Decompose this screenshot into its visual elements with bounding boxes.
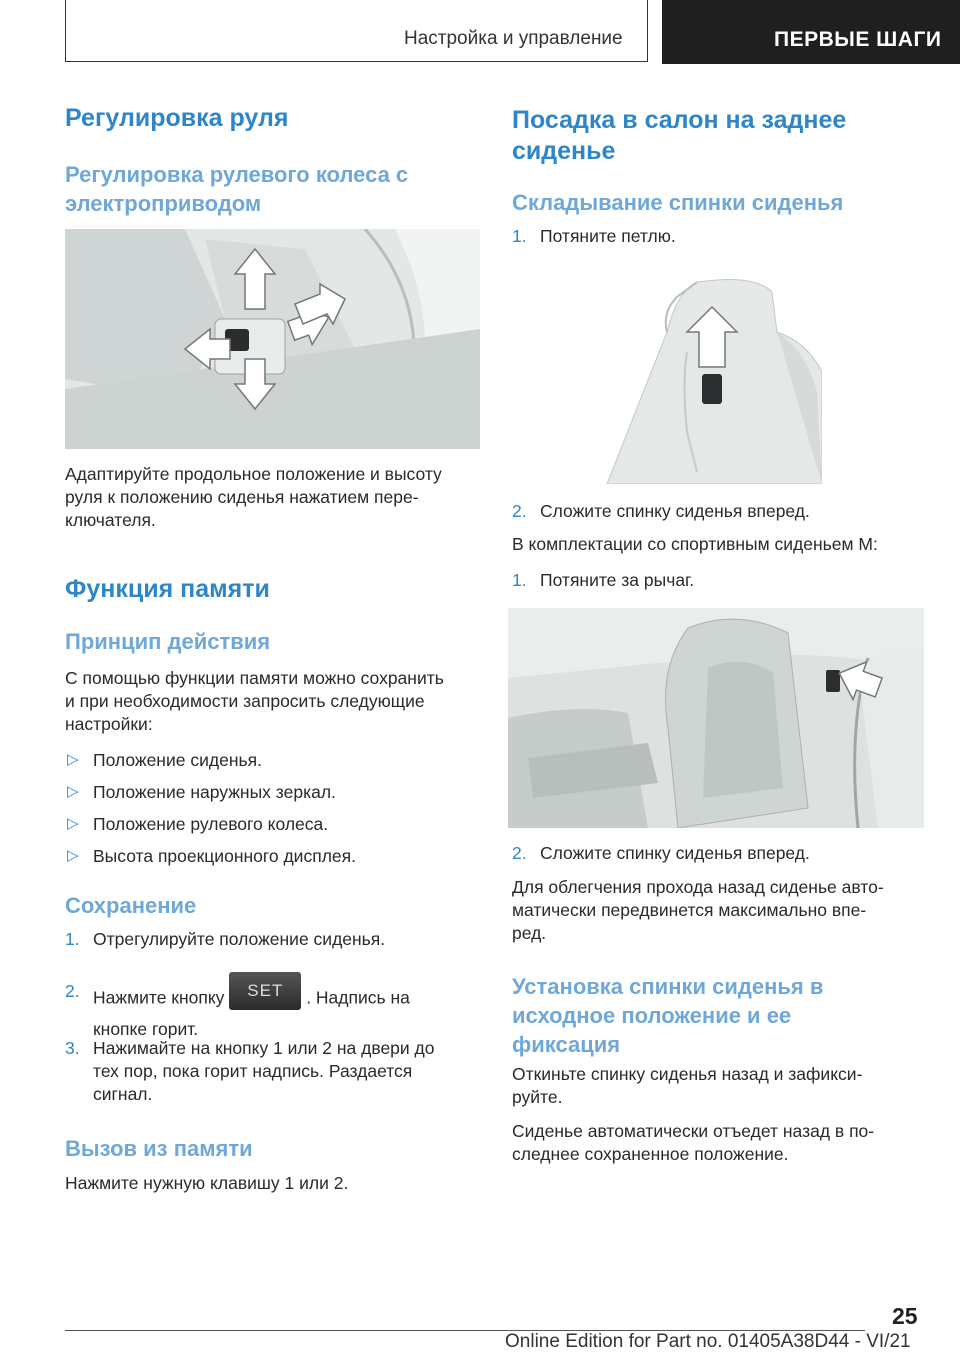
restore-paragraph-1: Откиньте спинку сиденья назад и зафикси- руйте. — [512, 1064, 863, 1107]
heading-steering: Регулировка руля — [65, 104, 289, 132]
adapt-paragraph — [65, 463, 480, 532]
msport-paragraph: В комплектации со спортивным сиденьем M: — [512, 534, 878, 554]
heading-principle: Принцип действия — [65, 629, 271, 654]
adapt-line-1: Адаптируйте продольное положение и высоту — [65, 464, 442, 484]
header-section-title: Настройка и управление — [404, 28, 623, 49]
adapt-line-2: руля к положению сиденья нажатием пере- — [65, 487, 419, 507]
heading-rear-entry: Посадка в салон на заднее сиденье — [512, 106, 847, 165]
steering-adjust-illustration — [65, 229, 480, 449]
set-button-icon: SET — [229, 972, 301, 1010]
heading-electric-steering: Регулировка рулевого колеса с электроприводом — [65, 162, 409, 216]
triangle-bullet-icon: ▷ — [67, 815, 79, 832]
save-step-2: 2. Нажмите кнопку SET . Надпись на кнопке горит. — [65, 980, 480, 1030]
edition-footer: Online Edition for Part no. 01405A38D44 - VI/21 — [505, 1331, 911, 1352]
page-number: 25 — [892, 1303, 918, 1329]
principle-line-3: настройки: — [65, 714, 153, 734]
heading-recall: Вызов из памяти — [65, 1136, 253, 1161]
heading-fold-backrest: Складывание спинки сиденья — [512, 190, 844, 215]
heading-memory: Функция памяти — [65, 575, 270, 603]
heading-save: Сохранение — [65, 893, 197, 918]
msport-seat-image — [508, 608, 924, 828]
header-chapter-tab — [662, 0, 960, 64]
seat-loop-image — [567, 272, 822, 484]
seat-loop-illustration — [567, 272, 822, 484]
triangle-bullet-icon: ▷ — [67, 783, 79, 800]
easy-entry-paragraph: Для облегчения прохода назад сиденье авто- матически передвинется максимально впе- ред. — [512, 877, 884, 943]
header-chapter-title: ПЕРВЫЕ ШАГИ — [774, 28, 942, 51]
adapt-line-3: ключателя. — [65, 510, 156, 530]
recall-paragraph: Нажмите нужную клавишу 1 или 2. — [65, 1173, 349, 1193]
triangle-bullet-icon: ▷ — [67, 847, 79, 864]
principle-line-2: и при необходимости запросить следующие — [65, 691, 425, 711]
principle-paragraph — [65, 667, 480, 736]
heading-restore-backrest: Установка спинки сиденья в исходное положение и ее фиксация — [512, 974, 824, 1057]
steering-adjust-image — [65, 229, 480, 449]
msport-seat-illustration — [508, 608, 924, 828]
restore-paragraph-2: Сиденье автоматически отъедет назад в по- следнее сохраненное положение. — [512, 1121, 875, 1164]
principle-line-1: С помощью функции памяти можно сохранить — [65, 668, 444, 688]
triangle-bullet-icon: ▷ — [67, 751, 79, 768]
